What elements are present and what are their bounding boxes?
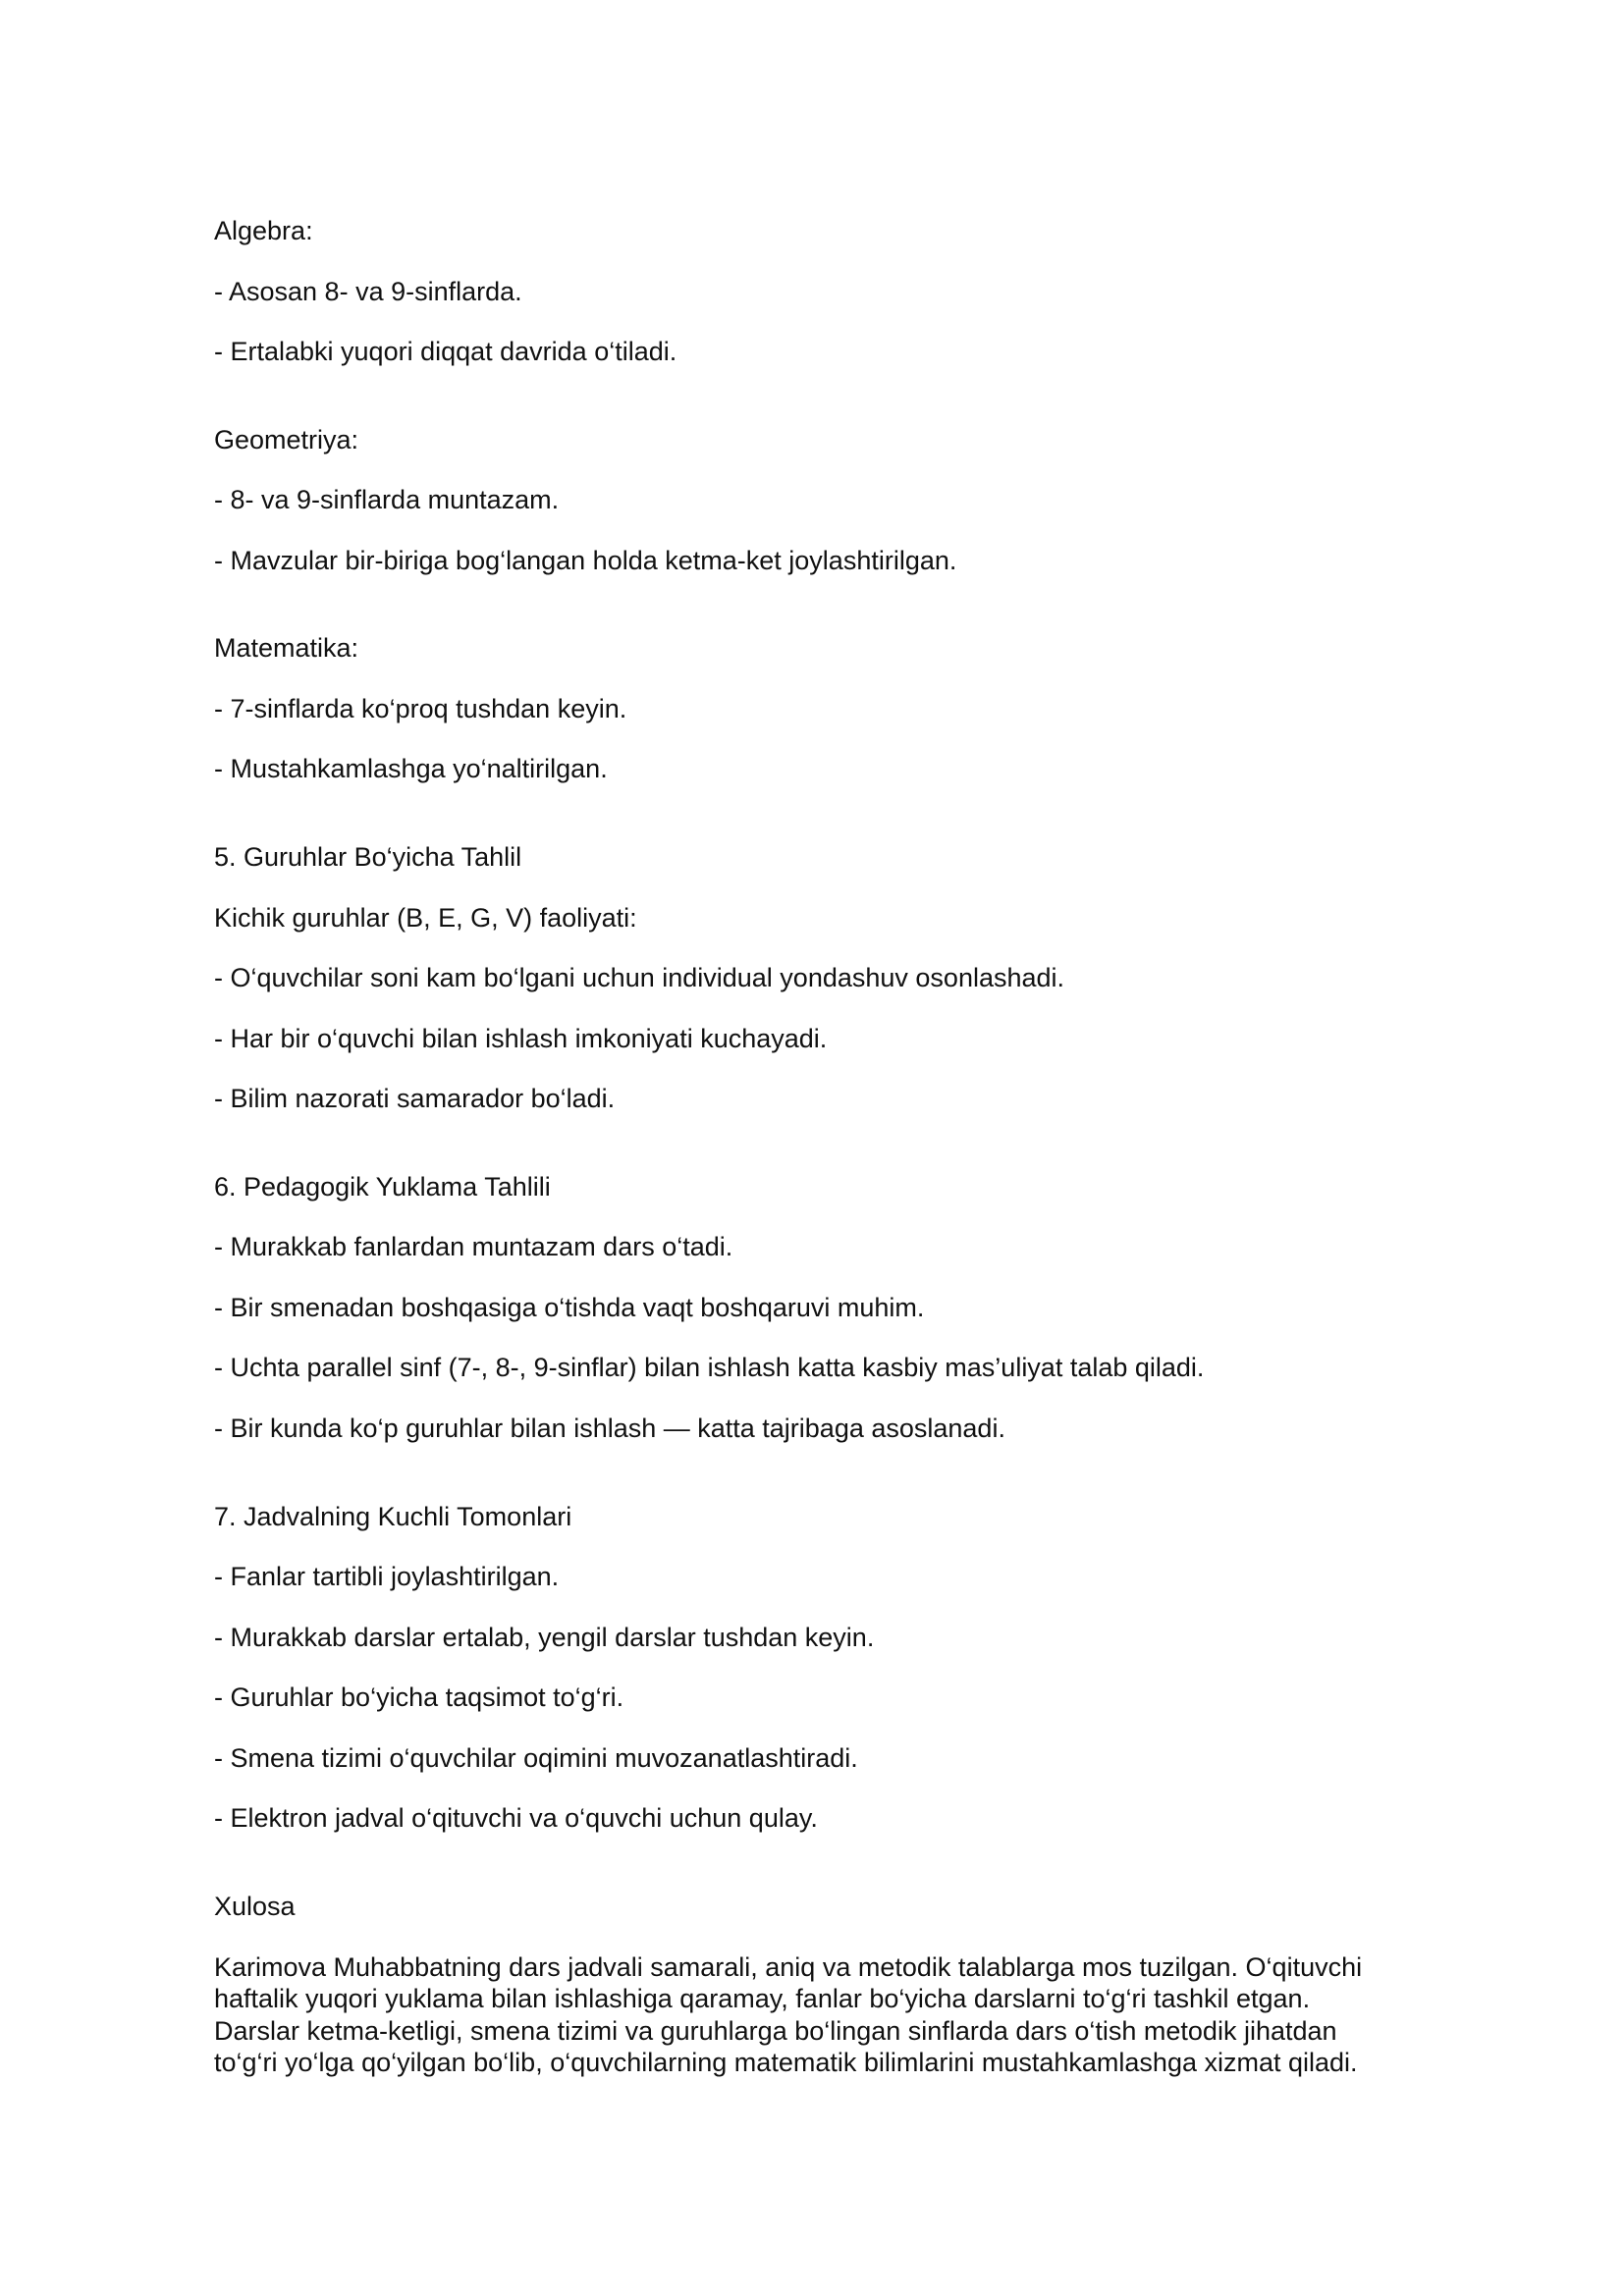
conclusion-line: Darslar ketma-ketligi, smena tizimi va guruhlarga bo‘lingan sinflarda dars o‘tish metodik jihatdan [214, 2016, 1337, 2046]
list-item: - Guruhlar bo‘yicha taqsimot to‘g‘ri. [214, 1682, 624, 1712]
list-item: - Bir kunda ko‘p guruhlar bilan ishlash — katta tajribaga asoslanadi. [214, 1414, 1005, 1443]
list-item: - Asosan 8- va 9-sinflarda. [214, 277, 522, 306]
conclusion-line: to‘g‘ri yo‘lga qo‘yilgan bo‘lib, o‘quvchilarning matematik bilimlarini mustahkamlashga xizmat qiladi. [214, 2048, 1358, 2077]
conclusion-line: haftalik yuqori yuklama bilan ishlashiga qaramay, fanlar bo‘yicha darslarni to‘g‘ri tashkil etgan. [214, 1984, 1311, 2013]
section-5-subheading: Kichik guruhlar (B, E, G, V) faoliyati: [214, 903, 637, 933]
list-item: - Smena tizimi o‘quvchilar oqimini muvozanatlashtiradi. [214, 1743, 858, 1773]
list-item: - Har bir o‘quvchi bilan ishlash imkoniyati kuchayadi. [214, 1024, 828, 1053]
matematika-heading: Matematika: [214, 633, 359, 663]
list-item: - Bilim nazorati samarador bo‘ladi. [214, 1084, 616, 1113]
list-item: - Elektron jadval o‘qituvchi va o‘quvchi uchun qulay. [214, 1803, 818, 1833]
section-6-heading: 6. Pedagogik Yuklama Tahlili [214, 1172, 551, 1201]
list-item: - Mustahkamlashga yo‘naltirilgan. [214, 754, 608, 783]
list-item: - Bir smenadan boshqasiga o‘tishda vaqt boshqaruvi muhim. [214, 1293, 925, 1322]
list-item: - 7-sinflarda ko‘proq tushdan keyin. [214, 694, 627, 723]
list-item: - Murakkab fanlardan muntazam dars o‘tadi. [214, 1232, 733, 1261]
list-item: - Murakkab darslar ertalab, yengil darslar tushdan keyin. [214, 1623, 875, 1652]
document-page [214, 0, 1410, 2296]
list-item: - Ertalabki yuqori diqqat davrida o‘tiladi. [214, 337, 677, 366]
section-5-heading: 5. Guruhlar Bo‘yicha Tahlil [214, 842, 522, 872]
list-item: - 8- va 9-sinflarda muntazam. [214, 485, 560, 514]
conclusion-line: Karimova Muhabbatning dars jadvali samarali, aniq va metodik talablarga mos tuzilgan. O‘qituvchi [214, 1952, 1363, 1982]
section-7-heading: 7. Jadvalning Kuchli Tomonlari [214, 1502, 572, 1531]
conclusion-heading: Xulosa [214, 1892, 296, 1921]
algebra-heading: Algebra: [214, 216, 313, 245]
list-item: - O‘quvchilar soni kam bo‘lgani uchun individual yondashuv osonlashadi. [214, 963, 1065, 992]
geometriya-heading: Geometriya: [214, 425, 359, 454]
list-item: - Fanlar tartibli joylashtirilgan. [214, 1562, 560, 1591]
list-item: - Uchta parallel sinf (7-, 8-, 9-sinflar) bilan ishlash katta kasbiy mas’uliyat talab qiladi. [214, 1353, 1205, 1382]
list-item: - Mavzular bir-biriga bog‘langan holda ketma-ket joylashtirilgan. [214, 546, 957, 575]
